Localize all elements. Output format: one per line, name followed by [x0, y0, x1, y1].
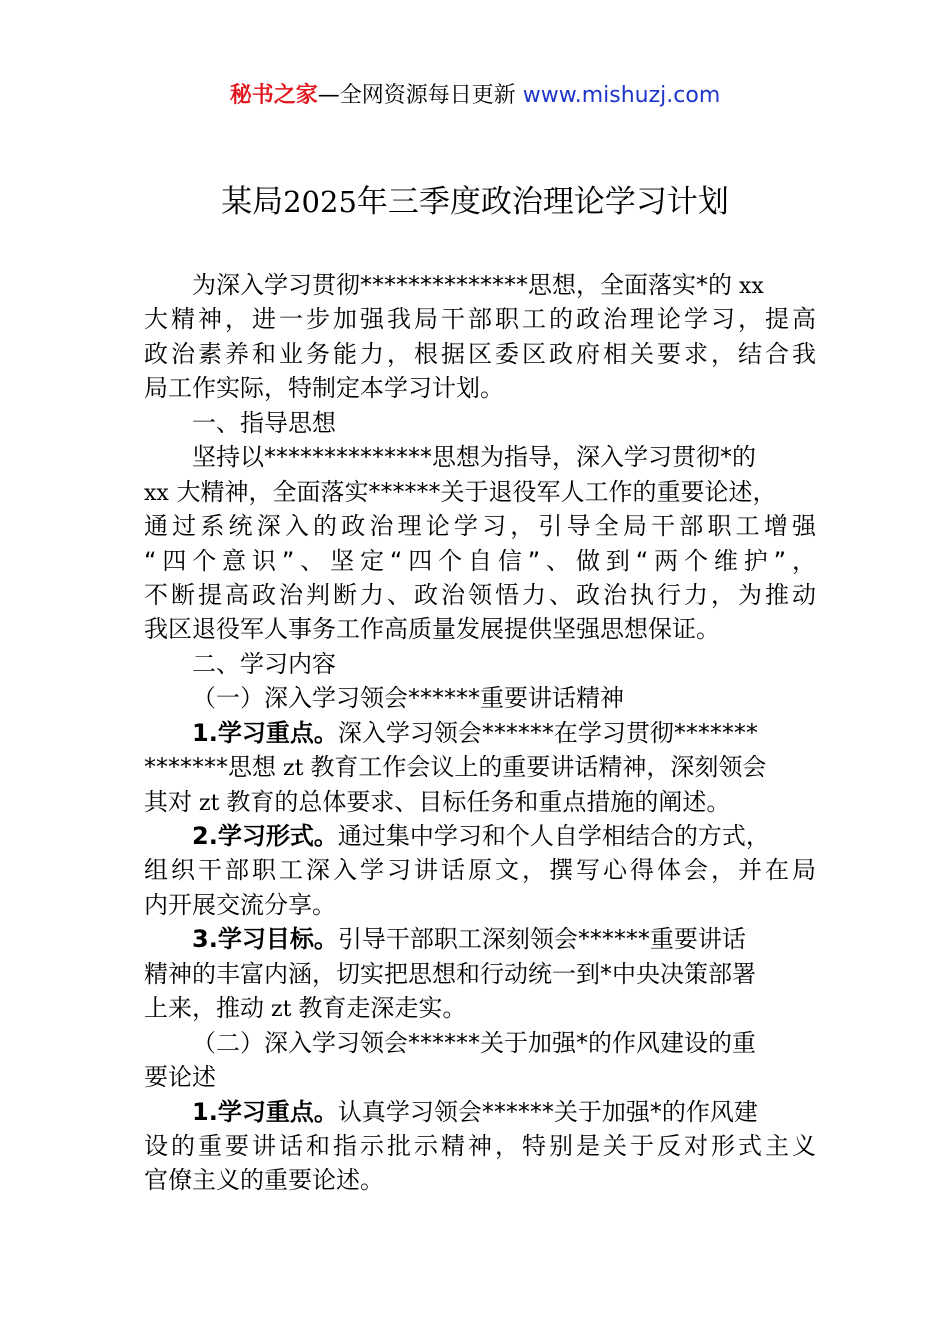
site-header [0, 80, 950, 112]
paragraph-line: 不断提高政治判断力、政治领悟力、政治执行力，为推动 [144, 580, 816, 609]
paragraph-line: 2.学习形式。通过集中学习和个人自学相结合的方式， [192, 822, 770, 850]
section-heading: 一、指导思想 [192, 408, 336, 437]
section-heading: 二、学习内容 [192, 649, 336, 678]
site-url[interactable]: www.mishuzj.com [522, 83, 721, 108]
paragraph-line: 1.学习重点。认真学习领会******关于加强*的作风建 [192, 1097, 758, 1126]
paragraph-line: 其对 zt 教育的总体要求、目标任务和重点措施的阐述。 [144, 787, 731, 816]
paragraph-line: 1.学习重点。深入学习领会******在学习贯彻******* [192, 718, 758, 747]
brand-name: 秘书之家 [229, 83, 318, 108]
paragraph-line: 坚持以**************思想为指导，深入学习贯彻*的 [192, 443, 756, 472]
paragraph-line: 为深入学习贯彻**************思想，全面落实*的 xx [192, 271, 764, 299]
title-prefix: 某局 [221, 184, 284, 220]
paragraph-line: 内开展交流分享。 [144, 890, 336, 919]
paragraph-line: 我区退役军人事务工作高质量发展提供坚强思想保证。 [144, 615, 720, 644]
document-title [0, 180, 950, 224]
title-year: 2025 [283, 185, 357, 219]
paragraph-line: 3.学习目标。引导干部职工深刻领会******重要讲话 [192, 925, 746, 954]
subsection-heading: （一）深入学习领会******重要讲话精神 [192, 684, 624, 713]
paragraph-line: 上来，推动 zt 教育走深走实。 [144, 994, 467, 1023]
paragraph-line: “四个意识”、坚定“四个自信”、做到“两个维护”， [144, 546, 816, 575]
paragraph-line: 大精神，进一步加强我局干部职工的政治理论学习，提高 [144, 305, 816, 334]
paragraph-line: 精神的丰富内涵，切实把思想和行动统一到*中央决策部署 [144, 959, 756, 988]
paragraph-line: 政治素养和业务能力，根据区委区政府相关要求，结合我 [144, 339, 816, 368]
title-suffix: 年三季度政治理论学习计划 [356, 184, 729, 220]
document-body [144, 268, 816, 1198]
paragraph-line: 设的重要讲话和指示批示精神，特别是关于反对形式主义 [144, 1131, 816, 1160]
paragraph-line: xx 大精神，全面落实******关于退役军人工作的重要论述， [144, 477, 777, 506]
paragraph-line: 组织干部职工深入学习讲话原文，撰写心得体会，并在局 [144, 856, 816, 885]
header-tagline: —全网资源每日更新 [317, 83, 516, 108]
subsection-heading: （二）深入学习领会******关于加强*的作风建设的重 [192, 1028, 756, 1057]
paragraph-line: 官僚主义的重要论述。 [144, 1166, 384, 1195]
paragraph-line: *******思想 zt 教育工作会议上的重要讲话精神，深刻领会 [144, 753, 767, 782]
paragraph-line: 局工作实际，特制定本学习计划。 [144, 374, 504, 403]
subsection-heading-cont: 要论述 [144, 1063, 216, 1092]
paragraph-line: 通过系统深入的政治理论学习，引导全局干部职工增强 [144, 512, 816, 541]
